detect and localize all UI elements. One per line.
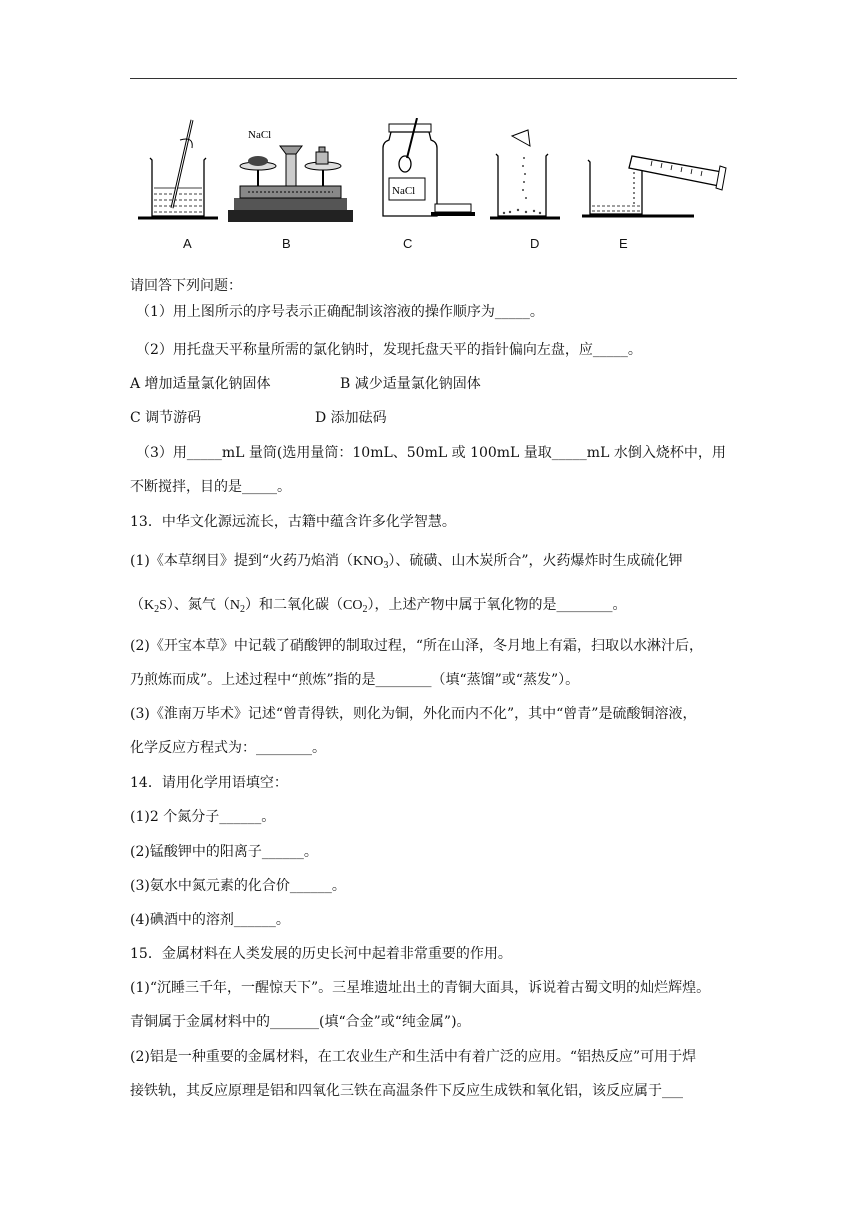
balance-nacl-label: NaCl (248, 129, 272, 141)
reagent-bottle-illustration (375, 118, 475, 218)
problem-14-4: (4)碘酒中的溶剂______。 (130, 912, 290, 928)
apparatus-figure (0, 118, 868, 253)
question-3-line-1: （3）用_____mL 量筒(选用量筒：10mL、50mL 或 100mL 量取_____mL 水倒入烧杯中，用 (136, 445, 726, 461)
option-b: B 减少适量氯化钠固体 (340, 376, 481, 392)
problem-15-title: 15．金属材料在人类发展的历史长河中起着非常重要的作用。 (130, 946, 512, 962)
figure-label-c: C (403, 236, 413, 251)
problem-15-1-line-1: (1)“沉睡三千年，一醒惊天下”。三星堆遗址出土的青铜大面具，诉说着古蜀文明的灿烂辉煌。 (130, 980, 711, 996)
problem-14-2: (2)锰酸钾中的阳离子______。 (130, 844, 318, 860)
bottle-nacl-label: NaCl (392, 185, 416, 197)
question-1: （1）用上图所示的序号表示正确配制该溶液的操作顺序为_____。 (136, 304, 544, 320)
intro-line: 请回答下列问题： (130, 278, 242, 294)
problem-13-3-line-1: (3)《淮南万毕术》记述“曾青得铁，则化为铜，外化而内不化”，其中“曾青”是硫酸铜溶液， (130, 706, 697, 722)
problem-13-1-line-1: (1)《本草纲目》提到“火药乃焰消$(KNO_3)$、硫磺、山木炭所合”，火药爆炸时生成硫化钾 (130, 553, 683, 571)
problem-15-2-line-2: 接铁轨，其反应原理是铝和四氧化三铁在高温条件下反应生成铁和氧化铝，该反应属于___ (130, 1083, 683, 1099)
option-a: A 增加适量氯化钠固体 (130, 376, 271, 392)
question-3-line-2: 不断搅拌，目的是_____。 (130, 479, 291, 495)
beaker-stirring-illustration (138, 118, 218, 223)
question-2: （2）用托盘天平称量所需的氯化钠时，发现托盘天平的指针偏向左盘，应_____。 (136, 342, 642, 358)
problem-13-2-line-2: 乃煎炼而成”。上述过程中“煎炼”指的是________（填“蒸馏”或“蒸发”）。 (130, 672, 580, 688)
figure-label-e: E (619, 236, 628, 251)
problem-14-title: 14．请用化学用语填空： (130, 775, 288, 791)
balance-illustration (228, 126, 353, 226)
problem-14-3: (3)氨水中氮元素的化合价______。 (130, 878, 346, 894)
problem-13-3-line-2: 化学反应方程式为：________。 (130, 740, 326, 756)
problem-13-2-line-1: (2)《开宝本草》中记载了硝酸钾的制取过程，“所在山泽，冬月地上有霜，扫取以水淋汁后， (130, 638, 703, 654)
pouring-solid-illustration (490, 128, 560, 220)
figure-label-b: B (282, 236, 291, 251)
problem-15-2-line-1: (2)铝是一种重要的金属材料，在工农业生产和生活中有着广泛的应用。“铝热反应”可用于焊 (130, 1049, 697, 1065)
option-d: D 添加砝码 (315, 410, 387, 426)
pouring-cylinder-illustration (582, 128, 732, 220)
problem-13-title: 13．中华文化源远流长，古籍中蕴含许多化学智慧。 (130, 514, 456, 530)
figure-label-d: D (530, 236, 540, 251)
option-c: C 调节游码 (130, 410, 202, 426)
figure-label-a: A (183, 236, 192, 251)
header-rule (130, 78, 737, 79)
problem-14-1: (1)2 个氮分子______。 (130, 809, 276, 825)
problem-13-1-line-2: $(K_2S)$、氮气$(N_2)$和二氧化碳$(CO_2)$，上述产物中属于氧化物的是________。 (130, 597, 627, 615)
problem-15-1-line-2: 青铜属于金属材料中的_______(填“合金”或“纯金属”)。 (130, 1014, 471, 1030)
